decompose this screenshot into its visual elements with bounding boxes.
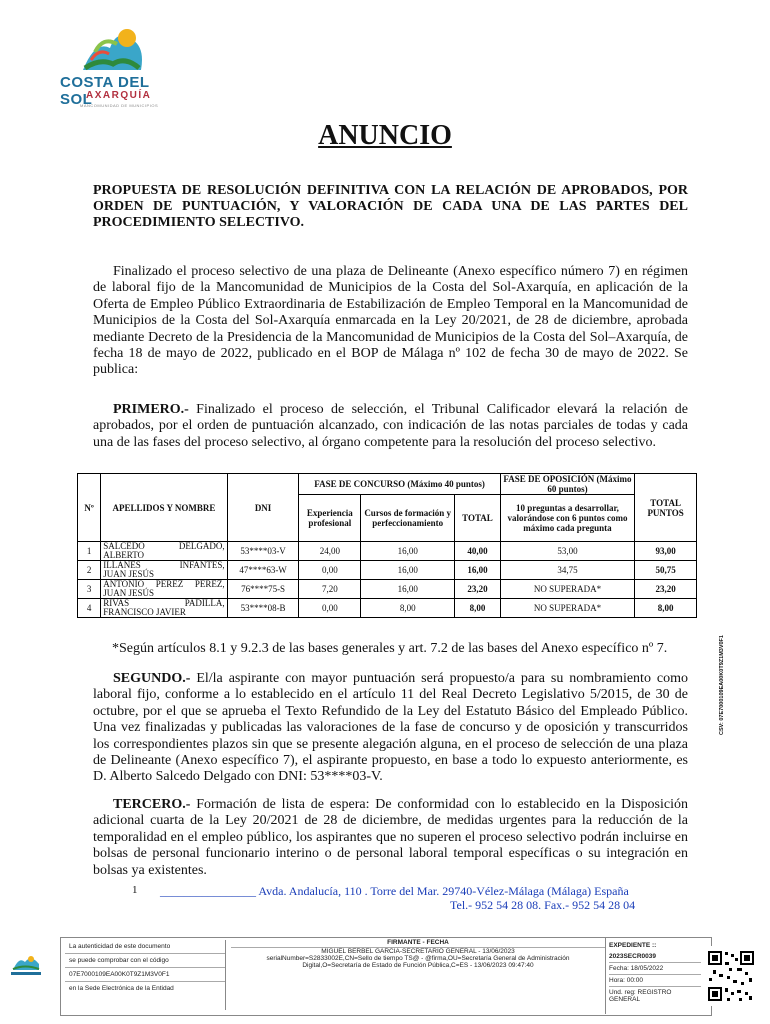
th-total: TOTAL: [455, 495, 501, 542]
signer-line-3: Digital,O=Secretaría de Estado de Función Pública,C=ES - 13/06/2023 09:47:40: [302, 962, 534, 969]
signer-block: [231, 938, 606, 1014]
row-oposicion: 34,75: [500, 561, 635, 580]
authenticity-block: [65, 940, 226, 1010]
exp-und: Und. reg: REGISTRO GENERAL: [609, 989, 672, 1003]
row-cursos: 16,00: [361, 561, 455, 580]
exp-value: 2023SECR0039: [609, 951, 701, 963]
signer-line-1: MIGUEL BERBEL GARCIA-SECRETARIO GENERAL - 13/06/2023: [321, 948, 515, 955]
segundo-paragraph: [93, 671, 688, 786]
th-name: APELLIDOS Y NOMBRE: [101, 474, 227, 542]
page-title: ANUNCIO: [318, 120, 452, 151]
qr-code-icon[interactable]: [707, 946, 755, 1006]
expediente-block: [609, 940, 701, 1005]
row-cursos: 16,00: [361, 542, 455, 561]
row-name: [101, 542, 227, 561]
auth-line-4: en la Sede Electrónica de la Entidad: [69, 985, 174, 992]
row-oposicion: NO SUPERADA*: [500, 599, 635, 618]
logo-name: COSTA DEL SOL: [60, 74, 150, 108]
auth-line-2: se puede comprobar con el código: [65, 954, 225, 968]
segundo-label: SEGUNDO.-: [113, 671, 191, 686]
footer-phones: Tel.- 952 54 28 08. Fax.- 952 54 28 04: [450, 898, 636, 912]
tercero-label: TERCERO.-: [113, 797, 191, 812]
table-row: [78, 580, 697, 599]
segundo-text: El/la aspirante con mayor puntuación será propuesto/a para su nombramiento como laboral fijo, conforme a lo establecido en el artículo 11 del Real Decreto Legislativo 5/2015, de 30 de octubre, por el que se aprueba el Texto Refundido de la Ley del Estatuto Básico del Empleado Público. Una vez finalizadas y publicadas las valoraciones de la fase de concurso y de oposición y transcurridos los correspondientes plazos sin que se presente alegación alguna, en el proceso de selección de una plaza de Delineante (Anexo específico 7), el aspirante propuesto, en base a todo lo expuesto anteriormente, es D. Alberto Salcedo Delgado con DNI: 53****03-V.: [93, 671, 688, 785]
exp-hora: Hora: 00:00: [609, 975, 701, 987]
table-body: [78, 542, 697, 618]
row-total: 40,00: [455, 542, 501, 561]
signer-line-2: serialNumber=S2833002E,CN=Sello de tiempo TS@ - @firma,OU=Secretaría General de Administración: [266, 955, 570, 962]
row-total-puntos: 50,75: [635, 561, 697, 580]
row-oposicion: 53,00: [500, 542, 635, 561]
logo-tagline: MANCOMUNIDAD DE MUNICIPIOS: [80, 103, 159, 108]
row-exp: 0,00: [299, 561, 361, 580]
page-number: 1: [132, 884, 138, 896]
th-no: Nº: [78, 474, 101, 542]
row-name: [101, 599, 227, 618]
exp-fecha: Fecha: 18/05/2022: [609, 963, 701, 975]
row-name-line2: JUAN JESÚS: [103, 569, 155, 579]
th-dni: DNI: [227, 474, 299, 542]
row-exp: 0,00: [299, 599, 361, 618]
row-total: 16,00: [455, 561, 501, 580]
row-total: 8,00: [455, 599, 501, 618]
document-subtitle: PROPUESTA DE RESOLUCIÓN DEFINITIVA CON LA RELACIÓN DE APROBADOS, POR ORDEN DE PUNTUACIÓN, Y VALORACIÓN DE CADA UNA DE LAS PARTES DEL PROCEDIMIENTO SELECTIVO.: [93, 183, 688, 230]
row-name-line1: ANTONIO PEREZ PEREZ,: [103, 579, 225, 589]
row-dni: 53****08-B: [227, 599, 299, 618]
row-dni: 47****63-W: [227, 561, 299, 580]
row-total: 23,20: [455, 580, 501, 599]
row-number: 4: [78, 599, 101, 618]
row-cursos: 8,00: [361, 599, 455, 618]
row-oposicion: NO SUPERADA*: [500, 580, 635, 599]
csv-code: CSV: 07E7000109EA00K0T9Z1M3V0F1: [719, 635, 725, 735]
row-name-line2: ALBERTO: [103, 550, 145, 560]
row-total-puntos: 23,20: [635, 580, 697, 599]
th-total-puntos: TOTAL PUNTOS: [635, 474, 697, 542]
row-exp: 24,00: [299, 542, 361, 561]
results-table: [77, 473, 697, 618]
auth-line-1: La autenticidad de este documento: [65, 940, 225, 954]
row-name-line1: ILLANES INFANTES,: [103, 560, 225, 570]
th-exp: Experiencia profesional: [299, 495, 361, 542]
tercero-paragraph: [93, 797, 688, 879]
tercero-text: Formación de lista de espera: De conformidad con lo establecido en la Disposición adicional cuarta de la Ley 20/2021 de 28 de diciembre, de medidas urgentes para la reducción de la temporalidad en el empleo público, los aspirantes que no superen el proceso selectivo podrán incluirse en bolsas de personal funcionario interino o de personal laboral temporal específicas o su integración en bolsas ya existentes.: [93, 797, 688, 878]
row-name: [101, 580, 227, 599]
intro-paragraph: Finalizado el proceso selectivo de una plaza de Delineante (Anexo específico número 7) en régimen de laboral fijo de la Mancomunidad de Municipios de la Costa del Sol-Axarquía, en aplicación de la Oferta de Empleo Público Extraordinaria de Estabilización de Empleo Temporal en la Mancomunidad de Municipios de la Costa del Sol-Axarquía enmarcada en la Ley 20/2021, de 28 de diciembre, aprobada mediante Decreto de la Presidencia de la Mancomunidad de Municipios de la Costa del Sol–Axarquía, de fecha 18 de mayo de 2022, publicado en el BOP de Málaga nº 102 de fecha 30 de mayo de 2022. Se publica:: [93, 264, 688, 378]
th-cursos: Cursos de formación y perfeccionamiento: [361, 495, 455, 542]
logo-sub: AXARQUÍA: [86, 90, 152, 101]
primero-paragraph: [93, 402, 688, 451]
row-number: 2: [78, 561, 101, 580]
th-preguntas: 10 preguntas a desarrollar, valorándose con 6 puntos como máximo cada pregunta: [500, 495, 635, 542]
footer-logo-icon: [5, 952, 45, 980]
signer-heading: FIRMANTE - FECHA: [231, 938, 605, 948]
signature-box: [60, 937, 712, 1016]
row-name-line1: SALCEDO DELGADO,: [103, 541, 225, 551]
row-name-line2: JUAN JESÚS: [103, 588, 155, 598]
row-exp: 7,20: [299, 580, 361, 599]
table-row: [78, 542, 697, 561]
row-number: 3: [78, 580, 101, 599]
primero-text: Finalizado el proceso de selección, el Tribunal Calificador elevará la relación de aprobados, por el orden de puntuación alcanzado, con indicación de las notas parciales de todas y cada una de las fases del proceso selectivo, al órgano competente para la resolución del proceso selectivo.: [93, 402, 688, 450]
row-cursos: 16,00: [361, 580, 455, 599]
footnote: *Según artículos 8.1 y 9.2.3 de las bases generales y art. 7.2 de las bases del Anexo específico nº 7.: [112, 641, 668, 656]
row-total-puntos: 93,00: [635, 542, 697, 561]
row-total-puntos: 8,00: [635, 599, 697, 618]
primero-label: PRIMERO.-: [113, 402, 189, 417]
row-dni: 76****75-S: [227, 580, 299, 599]
row-name-line1: RIVAS PADILLA,: [103, 598, 225, 608]
auth-line-3: 07E7000109EA00K0T9Z1M3V0F1: [65, 968, 225, 982]
th-oposicion: FASE DE OPOSICIÓN (Máximo 60 puntos): [500, 474, 635, 495]
table-row: [78, 599, 697, 618]
th-concurso: FASE DE CONCURSO (Máximo 40 puntos): [299, 474, 500, 495]
exp-label: EXPEDIENTE ::: [609, 942, 657, 949]
table-row: [78, 561, 697, 580]
footer-address: ________________ Avda. Andalucía, 110 . Torre del Mar. 29740-Vélez-Málaga (Málaga) España: [160, 884, 629, 898]
row-name-line2: FRANCISCO JAVIER: [103, 607, 186, 617]
row-name: [101, 561, 227, 580]
row-dni: 53****03-V: [227, 542, 299, 561]
row-number: 1: [78, 542, 101, 561]
